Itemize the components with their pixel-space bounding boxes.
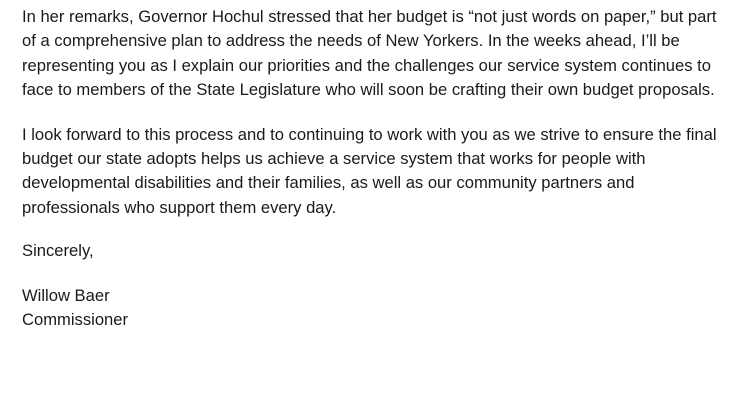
paragraph-looking-forward: I look forward to this process and to continuing to work with you as we strive to ensure the final budget our state adopts helps us achieve a service system that works for people with developmental disabilities and their families, as well as our community partners and professionals who support them every day. <box>22 124 717 217</box>
signer-title: Commissioner <box>22 310 129 330</box>
paragraph-budget-remarks: In her remarks, Governor Hochul stressed that her budget is “not just words on paper,” but part of a comprehensive plan to address the needs of New Yorkers. In the weeks ahead, I’ll be representing you as I explain our priorities and the challenges our service system continues to face to members of the State Legislature who will soon be crafting their own budget proposals. <box>22 7 717 100</box>
closing-salutation: Sincerely, <box>22 241 94 261</box>
signer-name: Willow Baer <box>22 285 110 305</box>
